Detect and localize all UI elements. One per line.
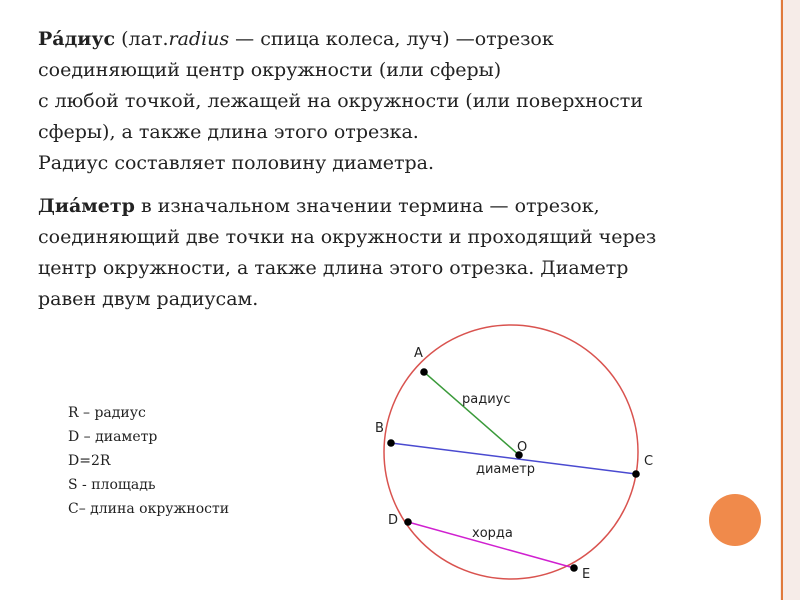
point-b-label: B [375,421,384,436]
legend-item: R – радиус [68,405,146,421]
edge-accent-line [781,0,783,600]
diameter-line-3: центр окружности, а также длина этого отрезка. Диаметр [38,257,629,279]
point-e-dot [570,564,578,572]
radius-line-1-rest: — спица колеса, луч) —отрезок [229,28,554,50]
circle-diagram-svg [318,287,708,600]
radius-definition [38,24,743,179]
radius-prefix: (лат. [115,28,169,50]
radius-line-1 [38,24,743,55]
chord-label: хорда [472,526,513,541]
circle-diagram [318,287,708,600]
legend-item: D – диаметр [68,429,158,445]
edge-decoration [780,0,800,600]
formula-legend [68,401,229,521]
legend-item: C– длина окружности [68,501,230,517]
point-a-label: A [414,346,423,361]
radius-line-4: сферы), а также длина этого отрезка. [38,121,419,143]
diameter-term: Диа́метр [38,195,135,217]
diameter-line-1-rest: в изначальном значении термина — отрезок, [134,195,600,217]
definitions-text [38,24,743,315]
point-c-dot [632,470,640,478]
point-a-dot [420,368,428,376]
point-e-label: E [582,567,591,582]
point-o-label: O [517,440,528,455]
radius-term: Ра́диус [38,28,116,50]
point-b-dot [387,439,395,447]
diameter-line-4: равен двум радиусам. [38,288,259,310]
legend-item: S - площадь [68,477,156,493]
point-c-label: C [644,454,654,469]
accent-circle [709,494,761,546]
point-d-label: D [388,513,399,528]
radius-label: радиус [462,392,511,407]
radius-line-3: с любой точкой, лежащей на окружности (или поверхности [38,90,643,112]
legend-item: D=2R [68,453,111,469]
diameter-line-2: соединяющий две точки на окружности и проходящий через [38,226,657,248]
radius-segment [424,372,519,455]
diameter-label: диаметр [476,462,536,477]
point-d-dot [404,518,412,526]
radius-latin: radius [168,28,230,50]
diameter-line-1 [38,191,743,222]
radius-line-2: соединяющий центр окружности (или сферы) [38,59,502,81]
radius-line-5: Радиус составляет половину диаметра. [38,152,435,174]
